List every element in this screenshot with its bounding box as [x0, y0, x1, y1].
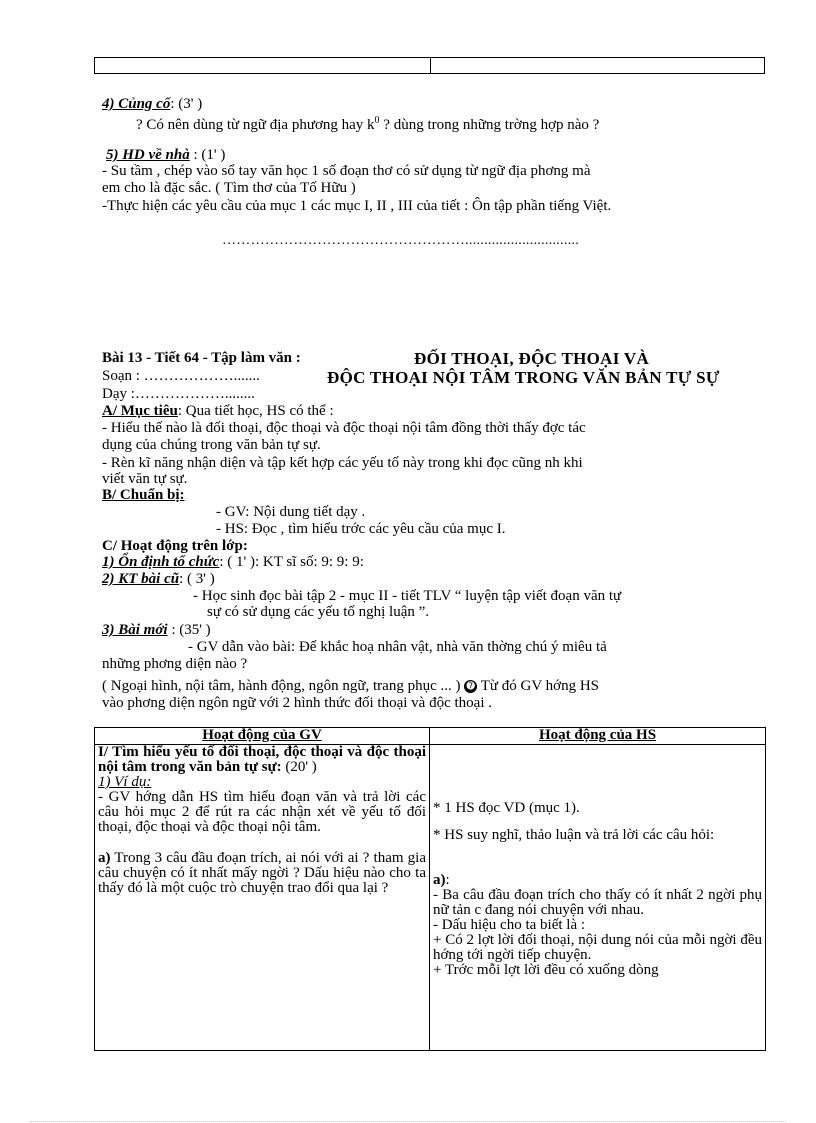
hs-line: * 1 HS đọc VD (mục 1). — [433, 800, 580, 816]
cungco-question: ? Có nên dùng từ ngữ địa phương hay $k^0$ ? dùng trong những trờng hợp nào ? — [136, 115, 600, 133]
baimoi-line: vào phơng diện ngôn ngữ với 2 hình thức đối thoại và độc thoại . — [102, 695, 492, 711]
hd-line: - Su tầm , chép vào sổ tay văn học 1 số đoạn thơ có sử dụng từ ngữ địa phơng mà — [102, 163, 591, 179]
hd-line: -Thực hiện các yêu cầu của mục 1 các mục I, II , III của tiết : Ôn tập phần tiếng Việt. — [102, 198, 612, 214]
header-hs: Hoạt động của HS — [430, 728, 766, 745]
activity-table — [94, 727, 766, 1051]
day-field: Dạy :………………........ — [102, 386, 255, 402]
chuanbi-hs: - HS: Đọc , tìm hiểu trớc các yêu cầu của mục I. — [216, 521, 506, 537]
muctieu-line: - Hiểu thế nào là đối thoại, độc thoại và độc thoại nội tâm đồng thời thấy đợc tác — [102, 420, 586, 436]
baimoi-line: những phơng diện nào ? — [102, 656, 248, 672]
hs-answer-a-label: a): — [433, 872, 450, 888]
hs-cell — [430, 745, 766, 1051]
baimoi-heading: 3) Bài mới : (35' ) — [102, 622, 211, 638]
ktbaicu-line: sự có sử dụng các yếu tố nghị luận ”. — [207, 604, 430, 620]
baimoi-line: - GV dẫn vào bài: Để khắc hoạ nhân vật, nhà văn thờng chú ý miêu tả — [188, 639, 607, 655]
lesson-title-line2: ĐỘC THOẠI NỘI TÂM TRONG VĂN BẢN TỰ SỰ — [327, 368, 720, 387]
chuanbi-gv: - GV: Nội dung tiết dạy . — [216, 504, 366, 520]
ondinh-line: 1) Ổn định tổ chức: ( 1' ): KT sĩ số: 9: 9: 9: — [102, 554, 364, 570]
hd-line: em cho là đặc sắc. ( Tìm thơ của Tố Hữu ) — [102, 180, 356, 196]
numbered-bullet-icon: ➐ — [464, 680, 477, 693]
ktbaicu-heading: 2) KT bài cũ: ( 3' ) — [102, 571, 215, 587]
muctieu-heading: A/ Mục tiêu: Qua tiết học, HS có thể : — [102, 403, 334, 419]
hs-answer-line: + Trớc mỗi lợt lời đều có xuống dòng — [433, 962, 659, 978]
table-header-row — [95, 728, 766, 745]
hd-heading: 5) HD về nhà : (1' ) — [106, 147, 226, 163]
table-row — [95, 745, 766, 1051]
chuanbi-heading: B/ Chuẩn bị: — [102, 487, 185, 503]
gv-question-a: a) Trong 3 câu đầu đoạn trích, ai nói với ai ? tham gia câu chuyện có ít nhất mấy ngời ? Dấu hiệu nào cho ta thấy đó là một cuộc trò chuyện trao đổi qua lại ? — [98, 850, 426, 896]
page-bottom-border — [30, 1121, 786, 1122]
muctieu-line: dụng của chúng trong văn bản tự sự. — [102, 437, 321, 453]
ktbaicu-line: - Học sinh đọc bài tập 2 - mục II - tiết TLV “ luyện tập viết đoạn văn tự — [193, 588, 622, 604]
hs-answer-line: + Có 2 lợt lời đối thoại, nội dung nói của mỗi ngời đều hớng tới ngời tiếp chuyện. — [433, 932, 762, 963]
cungco-heading: 4) Củng cố: (3' ) — [102, 96, 203, 112]
muctieu-line: - Rèn kĩ năng nhận diện và tập kết hợp các yếu tố này trong khi đọc cũng nh khi — [102, 455, 583, 471]
separator-dots: …………………………………………….............................. — [222, 233, 580, 248]
muctieu-line: viết văn tự sự. — [102, 471, 188, 487]
soan-field: Soạn : ………………....... — [102, 368, 260, 384]
lesson-label: Bài 13 - Tiết 64 - Tập làm văn : — [102, 350, 301, 366]
hoatdong-heading: C/ Hoạt động trên lớp: — [102, 538, 248, 554]
header-gv: Hoạt động của GV — [95, 728, 430, 745]
hs-answer-line: - Ba câu đầu đoạn trích cho thấy có ít nhất 2 ngời phụ nữ tản c đang nói chuyện với nhau. — [433, 887, 762, 918]
lesson-title-line1: ĐỐI THOẠI, ĐỘC THOẠI VÀ — [414, 349, 650, 368]
gv-vidu: 1) Ví dụ: — [98, 774, 152, 790]
gv-paragraph: - GV hớng dẫn HS tìm hiểu đoạn văn và trả lời các câu hỏi mục 2 để rút ra các nhận xét về yếu tố đối thoại, độc thoại và độc thoại nội tâm. — [98, 789, 426, 835]
gv-section-heading: I/ Tìm hiểu yếu tố đối thoại, độc thoại và độc thoại nội tâm trong văn bản tự sự: (20' ) — [98, 744, 426, 775]
gv-cell — [95, 745, 430, 1051]
top-table-remnant — [94, 57, 765, 74]
hs-line: * HS suy nghĩ, thảo luận và trả lời các câu hỏi: — [433, 827, 715, 843]
hs-answer-line: - Dấu hiệu cho ta biết là : — [433, 917, 586, 933]
baimoi-line: ( Ngoại hình, nội tâm, hành động, ngôn ngữ, trang phục ... ) ➐ Từ đó GV hớng HS — [102, 678, 600, 694]
